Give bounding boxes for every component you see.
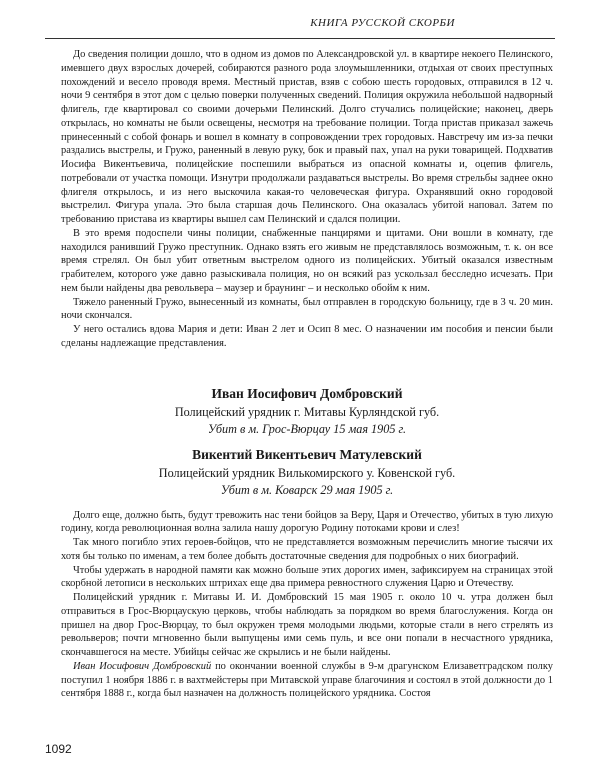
- paragraph-1: До сведения полиции дошло, что в одном из домов по Александровской ул. в квартире некоего Пелинского, имевшего двух взрослых дочерей, собираются разного рода злоумышленники, отдыхая от своих преступных похождений и весело проводя время. Местный пристав, взяв с собою шесть городовых, отправился в 12 ч. ночи 9 сентября в этот дом с целью поверки полученных сведений. Полиция окружила небольшой надворный флигель, где квартировал со своими дочерьми Пелинский. Долго стучались полицейские; наконец, дверь открылась, но комнаты не были освещены, несмотря на требование полиции. Тогда пристав приказал зажечь принесенный с собой фонарь и вошел в комнату в сопровождении трех городовых. Навстречу им из-за печки раздались выстрелы, и Гружо, раненный в левую руку, бок и правый пах, упал на руки товарищей. Подхватив Иосифа Викентьевича, полицейские поспешили выбраться из опасной комнаты и, оцепив флигель, потребовали от участка помощи. Изнутри продолжали раздаваться выстрелы. Во время стрельбы заднее окно флигеля открылось, и из него выскочила какая-то человеческая фигура. Охранявший окно городовой выстрелил. Фигура упала. Это была старшая дочь Пелинского. Она оказалась убитой наповал. Затем по требованию пристава из квартиры вышел сам Пелинский и сдался полиции.: [61, 49, 553, 225]
- person1-death: Убит в м. Грос-Вюрцау 15 мая 1905 г.: [207, 421, 407, 436]
- paragraph-9-text: по окончании военной службы в 9-м драгунском Елизаветградском полку поступил 1 ноября 1886 г. в вахтмейстеры при Митавской управе благочиния и состоял в этой должности до 1 сентября 1888 г., когда был назначен на должность полицейского урядника. Состоя: [61, 660, 553, 700]
- paragraph-4: У него остались вдова Мария и дети: Иван 2 лет и Осип 8 мес. О назначении им пособия и пенсии были сделаны надлежащие представления.: [61, 324, 553, 349]
- heading-gap: [61, 438, 553, 445]
- section-gap-2: [61, 499, 553, 509]
- paragraph-6: Так много погибло этих героев-бойцов, что не представляется возможным перечислить многие тысячи их хотя бы только по именам, а тем более добыть достаточные сведения для подробных о них биографий.: [61, 537, 553, 562]
- person2-death: Убит в м. Коварск 29 мая 1905 г.: [220, 482, 394, 497]
- paragraph-9: [61, 660, 553, 701]
- paragraph-7: Чтобы удержать в народной памяти как можно больше этих дорогих имен, зафиксируем на страницах этой скорбной летописи в нескольких штрихах еще два примера ревностного служения Царю и Отечеству.: [61, 564, 553, 590]
- header-rule: [45, 38, 555, 39]
- person1-title: Полицейский урядник г. Митавы Курляндской губ.: [174, 404, 440, 419]
- text-column: [61, 48, 553, 701]
- person2-name: Викентий Викентьевич Матулевский: [192, 446, 422, 462]
- paragraph-2: В это время подоспели чины полиции, снабженные панцирями и щитами. Они вошли в комнату, где находился ранивший Гружо преступник. Однако взять его живым не представлялось возможным, т. к. он все время стрелял. Он был убит ответным выстрелом одного из полицейских. Убитый оказался известным грабителем, которого уже давно разыскивала полиция, но он всякий раз ускользал бесследно исчезать. При нем были найдены два револьвера – маузер и браунинг – и несколько обойм к ним.: [61, 227, 553, 294]
- person1-name: Иван Иосифович Домбровский: [211, 385, 403, 401]
- person2-title: Полицейский урядник Вилькомирского у. Ковенской губ.: [158, 465, 456, 480]
- paragraph-3: Тяжело раненный Гружо, вынесенный из комнаты, был отправлен в городскую больницу, где в 3 ч. 20 мин. ночи скончался.: [61, 296, 553, 322]
- running-head: КНИГА РУССКОЙ СКОРБИ: [310, 17, 455, 29]
- paragraph-8: Полицейский урядник г. Митавы И. И. Домбровский 15 мая 1905 г. около 10 ч. утра должен был отправиться в Грос-Вюрцаускую церковь, чтобы наблюдать за порядком во время благослужения. Когда он пришел на двор Грос-Вюрцау, то был окружен тремя молодыми людьми, которые стали в него стрелять из револьверов; почти мгновенно были выпущены ими семь пуль, и все они попали в несчастного урядника, скончавшегося на месте. Убийцы сейчас же скрылись и не были найдены.: [61, 592, 553, 658]
- section-gap: [61, 351, 553, 384]
- page-number: 1092: [45, 742, 72, 756]
- paragraph-5: Долго еще, должно быть, будут тревожить нас тени бойцов за Веру, Царя и Отечество, убитых в тую лихую годину, когда революционная волна залила нашу дорогую Родину потоками крови и слез!: [61, 509, 553, 535]
- paragraph-9-name: Иван Иосифович Домбровский: [73, 660, 212, 672]
